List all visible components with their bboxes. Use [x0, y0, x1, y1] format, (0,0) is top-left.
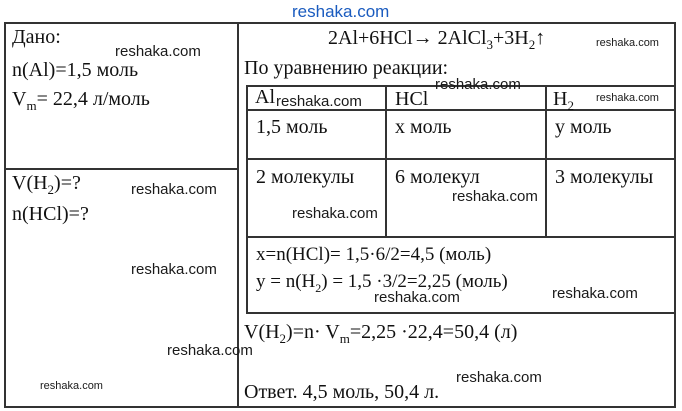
h2-sub: 2	[567, 98, 574, 113]
given-title: Дано:	[12, 26, 61, 48]
given-n-al: n(Al)=1,5 моль	[12, 59, 139, 81]
equation-arrow: ↑	[535, 27, 546, 49]
frame-top	[4, 22, 676, 24]
frame-right	[674, 22, 676, 408]
table-cell-h2-moles: y моль	[555, 116, 612, 138]
calc-y-prefix: y = n(H	[256, 271, 316, 292]
h2-base: H	[553, 88, 568, 110]
watermark: reshaka.com	[292, 205, 378, 222]
find-v-h2	[12, 172, 81, 201]
equation-sub1: 3	[486, 37, 494, 52]
watermark: reshaka.com	[276, 93, 362, 110]
find-n-hcl: n(HCl)=?	[12, 203, 89, 225]
frame-left	[4, 22, 6, 408]
vm-prefix: V	[12, 88, 27, 110]
table-header-h2	[553, 88, 574, 117]
watermark: reshaka.com	[131, 181, 217, 198]
equation-part1: 2Al+6HCl→ 2AlCl	[328, 27, 487, 49]
volume-sub: 2	[279, 331, 287, 346]
calc-y-suffix: ) = 1,5 ·3/2=2,25 (моль)	[321, 271, 508, 292]
volume-mid: )=n· V	[286, 321, 340, 343]
given-vm	[12, 88, 150, 117]
find-v-prefix: V(H	[12, 172, 48, 194]
table-cell-hcl-molecules: 6 молекул	[395, 166, 480, 188]
reaction-equation	[328, 27, 545, 56]
calc-x-line: x=n(HCl)= 1,5·6/2=4,5 (моль)	[256, 244, 492, 265]
watermark: reshaka.com	[167, 342, 253, 359]
by-equation-label: По уравнению реакции:	[244, 57, 449, 79]
table-header-hcl: HCl	[395, 88, 429, 110]
table-header-al: Al	[255, 86, 275, 108]
table-col-line-1	[385, 85, 387, 238]
vm-suffix: = 22,4 л/моль	[36, 88, 150, 110]
watermark: reshaka.com	[374, 289, 460, 306]
watermark: reshaka.com	[596, 37, 659, 49]
given-find-separator	[4, 168, 239, 170]
vm-sub: m	[26, 98, 37, 113]
table-col-line-2	[545, 85, 547, 238]
volume-sub-m: m	[339, 331, 350, 346]
watermark: reshaka.com	[40, 380, 103, 392]
table-cell-h2-molecules: 3 молекулы	[555, 166, 654, 188]
find-v-suffix: )=?	[54, 172, 81, 194]
table-cell-al-moles: 1,5 моль	[256, 116, 328, 138]
find-v-sub: 2	[47, 182, 55, 197]
equation-sub2: 2	[528, 37, 536, 52]
frame-bottom	[4, 406, 676, 408]
watermark: reshaka.com	[456, 369, 542, 386]
watermark: reshaka.com	[131, 261, 217, 278]
table-row-line-2	[246, 158, 674, 160]
answer-line: Ответ. 4,5 моль, 50,4 л.	[244, 381, 440, 403]
equation-part2: +3H	[493, 27, 529, 49]
table-left	[246, 85, 248, 314]
watermark: reshaka.com	[452, 188, 538, 205]
volume-suffix: =2,25 ·22,4=50,4 (л)	[349, 321, 518, 343]
table-bottom	[246, 312, 674, 314]
site-watermark-header: reshaka.com	[292, 2, 390, 21]
table-cell-hcl-moles: x моль	[395, 116, 452, 138]
calc-y-sub: 2	[315, 280, 322, 295]
watermark: reshaka.com	[115, 43, 201, 60]
volume-calculation	[244, 321, 517, 350]
volume-prefix: V(H	[244, 321, 280, 343]
watermark: reshaka.com	[435, 76, 521, 93]
table-row-line-3	[246, 236, 674, 238]
table-cell-al-molecules: 2 молекулы	[256, 166, 355, 188]
watermark: reshaka.com	[596, 92, 659, 104]
watermark: reshaka.com	[552, 285, 638, 302]
